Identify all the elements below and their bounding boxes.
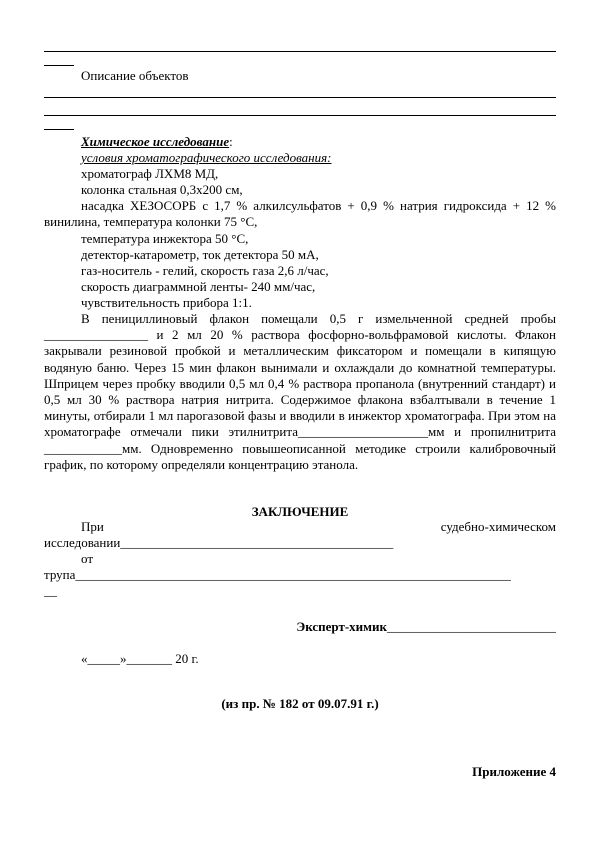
objects-description-label: Описание объектов <box>81 68 189 83</box>
param-line: колонка стальная 0,3х200 см, <box>81 182 243 197</box>
param-line: скорость диаграммной ленты- 240 мм/час, <box>81 279 316 294</box>
blank-line-stub <box>44 65 74 66</box>
procedure-paragraph: В пенициллиновый флакон помещали 0,5 г измельченной средней пробы ________________ и 2 мл 20 % раствора фосфорно-вольфрамовой кислоты. Флакон закрывали резиновой пробкой и металлическим фиксатором и помещали в кипящую водяную баню. Через 15 мин флакон вынимали и охлаждали до комнатной температуры. Шприцем через пробку вводили 0,5 мл 0,4 % раствора пропанола (внутренний стандарт) и 0,5 мл 30 % раствора натрия нитрита. Содержимое флакона взбалтывали в течение 1 минуты, отбирали 1 мл парогазовой фазы и вводили в инжектор хроматографа. При этом на хроматографе отмечали пики этилнитрита____________________мм и пропилнитрита ____________мм. Одновременно повышеописанной методике строили калибровочный график, по которому определяли концентрацию этанола. <box>44 311 556 472</box>
chem-heading-line <box>44 134 593 150</box>
param-line: детектор-катарометр, ток детектора 50 мА, <box>81 247 319 262</box>
conclusion-line-3: от <box>81 551 94 566</box>
blank-line <box>44 51 556 52</box>
conclusion-title: ЗАКЛЮЧЕНИЕ <box>251 504 349 519</box>
signature-label: Эксперт-химик <box>296 619 387 634</box>
signature-blank: __________________________ <box>387 619 556 634</box>
conclusion-line-4: трупа___________________________________________________________________ <box>44 567 511 582</box>
signature-line <box>44 619 556 635</box>
param-line: хроматограф ЛХМ8 МД, <box>81 166 219 181</box>
conclusion-line-1-left: При <box>81 519 104 534</box>
conditions-label: условия хроматографического исследования: <box>81 150 332 165</box>
blank-line <box>44 115 556 116</box>
chem-heading-suffix: : <box>229 134 233 149</box>
param-line: чувствительность прибора 1:1. <box>81 295 252 310</box>
conclusion-line-2: исследовании__________________________________________ <box>44 535 394 550</box>
blank-line-stub <box>44 129 74 130</box>
param-line: насадка ХЕЗОСОРБ с 1,7 % алкилсульфатов + 0,9 % натрия гидроксида + 12 % винилина, температура колонки 75 °С, <box>44 198 556 230</box>
appendix-label: Приложение 4 <box>472 764 556 779</box>
conclusion-line-5: __ <box>44 583 57 598</box>
conclusion-line-1-right: судебно-химическом <box>440 519 556 534</box>
date-line: «_____»_______ 20 г. <box>81 651 199 666</box>
blank-line <box>44 97 556 98</box>
param-line: температура инжектора 50 °С, <box>81 231 249 246</box>
param-line: газ-носитель - гелий, скорость газа 2,6 л/час, <box>81 263 329 278</box>
source-note: (из пр. № 182 от 09.07.91 г.) <box>221 696 379 711</box>
chem-heading: Химическое исследование <box>81 134 230 149</box>
